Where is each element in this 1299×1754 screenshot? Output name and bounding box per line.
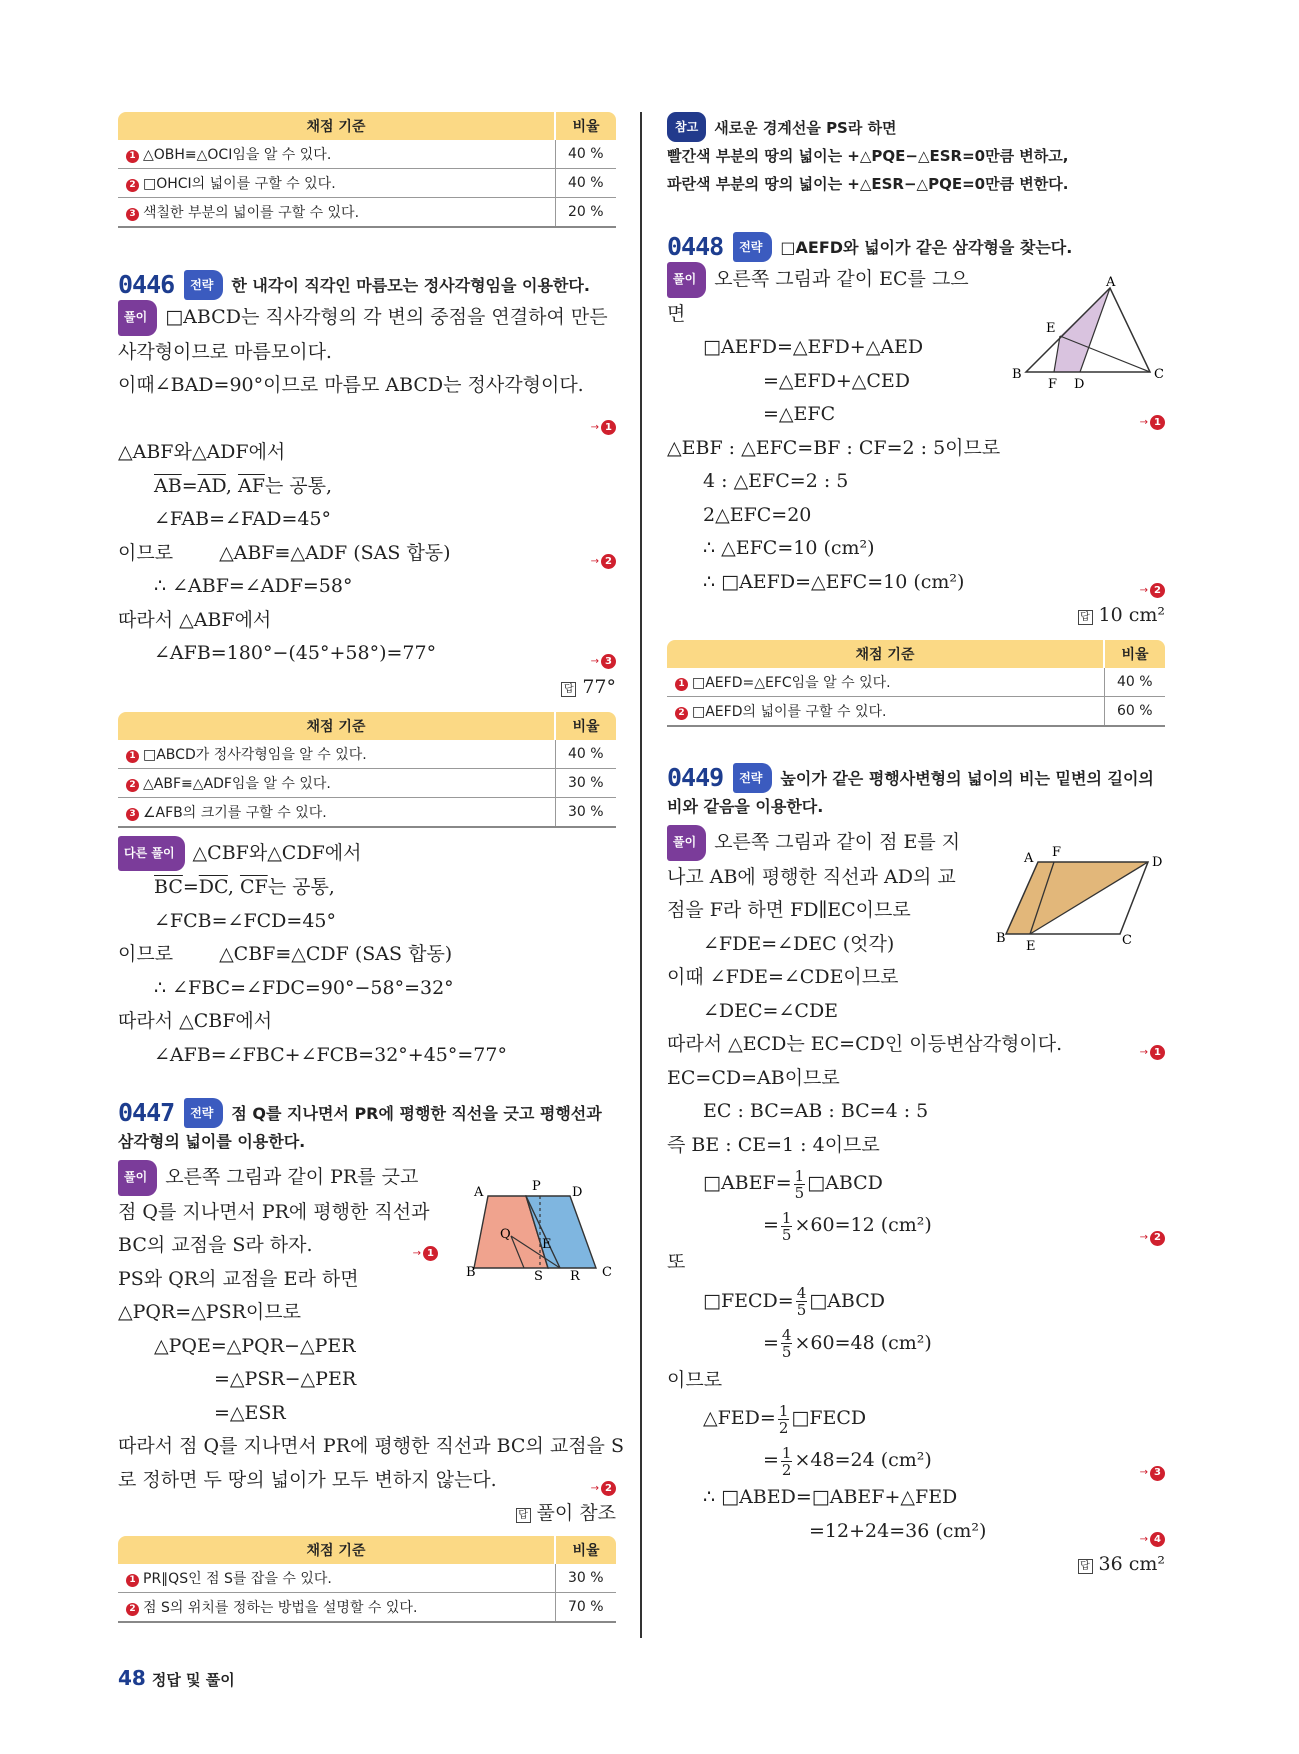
right-column: 참고 새로운 경계선을 PS라 하면 빨간색 부분의 땅의 넓이는 +△PQE−△ESR=0만큼 변하고, 파란색 부분의 땅의 넓이는 +△ESR−△PQE=0만큼 변한다. 0448 전략 □AEFD와 넓이가 같은 삼각형을 찾는다. 풀이 오른쪽 그림과 같이 EC를 그으 면 □AEFD=△EFD+△AED =△EFD+△CED =△EFC → 1 △EBF : △EFC=BF : CF=2 : 5이므로 4 : △EFC=2 : 5 2△EFC=20 ∴ △EFC=10 (cm²) ∴ □AEFD=△EFC=10 (cm²) → 2 답 10 cm² 채점 기준 비율 1 □AEFD=△EFC임을 알 수 있다. 40 % 2 □AEFD의 넓이를 구할 수 있다. 60 % 0449 전략 높이가 같은 평행사변형의 넓이의 비는 밑변의 길이의 비와 같음을 이용한다. 풀이 오른쪽 그림과 같이 점 E를 지 나고 AB에 평행한 직선과 AD의 교 점을 F라 하면 FD∥EC이므로 ∠FDE=∠DEC (엇각) 이때 ∠FDE=∠CDE이므로 ∠DEC=∠CDE 따라서 △ECD는 EC=CD인 이등변삼각형이다. → 1 EC=CD=AB이므로 EC : BC=AB : BC=4 : 5 즉 BE : CE=1 : 4이므로 □ABEF= $\frac{1}{5}$ □ABCD = $\frac{1}{5}$ ×60=12 (cm²) → 2 또 □FECD= $\frac{4}{5}$ □ABCD = $\frac{4}{5}$ ×60=48 (cm²) 이므로 △FED= $\frac{1}{2}$ □FECD = $\frac{1}{2}$ ×48=24 (cm²) → 3 ∴ □ABED=□ABEF+△FED =12+24=36 (cm²) → 4 답 36 cm² [667,112,1165,1581]
criteria-table-0445 [118,112,616,228]
criteria-table-0447: 채점 기준 비율 1 PR∥QS인 점 S를 잡을 수 있다. 30 % 2 점 S의 위치를 정하는 방법을 설명할 수 있다. 70 % [118,1536,616,1623]
figure-0447-trapezoid [466,1176,626,1280]
fig449-label-B: B [996,931,1006,946]
step-marker: → 2 [1140,574,1165,608]
answer-0446: 답 77° [118,671,616,704]
step-marker: → 3 [591,645,616,679]
fig449-label-A: A [1024,851,1034,866]
table-row: 2 □OHCI의 넓이를 구할 수 있다. 40 % [118,169,616,198]
fig448-label-E: E [1046,321,1056,336]
table-row: 2 △ABF≡△ADF임을 알 수 있다. 30 % [118,768,616,797]
fig447-label-R: R [570,1269,580,1280]
fig447-label-P: P [532,1179,541,1194]
table-row: 2 점 S의 위치를 정하는 방법을 설명할 수 있다. 70 % [118,1593,616,1623]
step-marker: → 3 [1140,1452,1165,1494]
fig448-label-F: F [1048,377,1058,392]
page-number: 48 [118,1666,146,1690]
fig447-label-S: S [534,1269,543,1280]
fig448-label-D: D [1074,377,1085,392]
fig447-label-E: E [542,1237,552,1252]
ratio-header: 비율 [555,112,616,140]
step-marker: → 1 [591,411,616,445]
answer-0448: 답 10 cm² [667,599,1165,632]
table-row: 3 색칠한 부분의 넓이를 구할 수 있다. 20 % [118,198,616,228]
fig447-label-C: C [602,1265,612,1280]
problem-0448-heading: 0448 전략 □AEFD와 넓이가 같은 삼각형을 찾는다. [667,232,1073,261]
fig449-label-E: E [1026,939,1036,952]
criteria-header: 채점 기준 [118,112,555,140]
table-row: 2 □AEFD의 넓이를 구할 수 있다. 60 % [667,697,1165,727]
problem-0446-heading: 0446 전략 한 내각이 직각인 마름모는 정사각형임을 이용한다. [118,270,590,299]
table-row: 1 △OBH≡△OCI임을 알 수 있다. 40 % [118,140,616,169]
fig448-label-B: B [1012,367,1022,382]
fig448-label-A: A [1106,276,1116,290]
table-row: 1 PR∥QS인 점 S를 잡을 수 있다. 30 % [118,1564,616,1593]
table-row: 1 □AEFD=△EFC임을 알 수 있다. 40 % [667,668,1165,697]
fig447-label-A: A [474,1185,484,1200]
fig448-label-C: C [1154,367,1164,382]
answer-0449: 답 36 cm² [667,1548,1165,1581]
table-row: 3 ∠AFB의 크기를 구할 수 있다. 30 % [118,797,616,827]
problem-0447-heading: 0447 전략 점 Q를 지나면서 PR에 평행한 직선을 긋고 평행선과 [118,1098,602,1127]
figure-0449-parallelogram [996,842,1166,952]
step-marker: → 1 [413,1237,438,1271]
problem-0449-heading: 0449 전략 높이가 같은 평행사변형의 넓이의 비는 밑변의 길이의 [667,763,1154,792]
table-row: 1 □ABCD가 정사각형임을 알 수 있다. 40 % [118,740,616,769]
step-marker: → 2 [591,545,616,579]
criteria-table-0448: 채점 기준 비율 1 □AEFD=△EFC임을 알 수 있다. 40 % 2 □AEFD의 넓이를 구할 수 있다. 60 % [667,640,1165,727]
fig447-label-D: D [572,1185,583,1200]
step-marker: → 2 [591,1472,616,1506]
fig449-label-F: F [1052,845,1062,860]
fig447-label-B: B [466,1265,476,1280]
page-footer [118,1666,235,1690]
step-marker: → 1 [1140,1036,1165,1070]
figure-0448-triangle [1008,276,1164,392]
column-divider [640,112,642,1638]
step-marker: → 4 [1140,1523,1165,1557]
section-title: 정답 및 풀이 [151,1671,235,1689]
step-marker: → 1 [1140,406,1165,440]
criteria-table-0446: 채점 기준 비율 1 □ABCD가 정사각형임을 알 수 있다. 40 % 2 △ABF≡△ADF임을 알 수 있다. 30 % 3 ∠AFB의 크기를 구할 수 있다. 30 % [118,712,616,828]
left-column: 채점 기준 비율 1 △OBH≡△OCI임을 알 수 있다. 40 % 2 □OHCI의 넓이를 구할 수 있다. 40 % 3 색칠한 부분의 넓이를 구할 수 있다. 20 % 0446 전략 한 내각이 직각인 마름모는 정사각형임을 이용한다. 풀이 □ABCD는 직사각형의 각 변의 중점을 연결하여 만든 사각형이므로 마름모이다. 이때∠BAD=90°이므로 마름모 ABCD는 정사각형이다. → 1 △ABF와△ADF에서 $\overline{AB}=\overline{AD}$, $\overline{AF}$는 공통, ∠FAB=∠FAD=45° 이므로 △ABF≡△ADF (SAS 합동) → 2 ∴ ∠ABF=∠ADF=58° 따라서 △ABF에서 ∠AFB=180°−(45°+58°)=77° → 3 답 77° 채점 기준 비율 1 □ABCD가 정사각형임을 알 수 있다. 40 % 2 △ABF≡△ADF임을 알 수 있다. 30 % 3 ∠AFB의 크기를 구할 수 있다. 30 % 다른 풀이 △CBF와△CDF에서 $\overline{BC}=\overline{DC}$, $\overline{CF}$는 공통, ∠FCB=∠FCD=45° 이므로 △CBF≡△CDF (SAS 합동) ∴ ∠FBC=∠FDC=90°−58°=32° 따라서 △CBF에서 ∠AFB=∠FBC+∠FCB=32°+45°=77° 0447 전략 점 Q를 지나면서 PR에 평행한 직선을 긋고 평행선과 삼각형의 넓이를 이용한다. 풀이 오른쪽 그림과 같이 PR를 긋고 점 Q를 지나면서 PR에 평행한 직선과 BC의 교점을 S라 하자. → 1 PS와 QR의 교점을 E라 하면 △PQR=△PSR이므로 △PQE=△PQR−△PER =△PSR−△PER =△ESR 따라서 점 Q를 지나면서 PR에 평행한 직선과 BC의 교점을 S 로 정하면 두 땅의 넓이가 모두 변하지 않는다. → 2 답 풀이 참조 채점 기준 비율 1 PR∥QS인 점 S를 잡을 수 있다. 30 % 2 점 S의 위치를 정하는 방법을 설명할 수 있다. 70 % [118,112,616,1623]
fig449-label-D: D [1152,855,1163,870]
fig447-label-Q: Q [500,1227,511,1242]
fig449-label-C: C [1122,933,1132,948]
step-marker: → 2 [1140,1217,1165,1259]
answer-0447: 답 풀이 참조 [118,1497,616,1530]
